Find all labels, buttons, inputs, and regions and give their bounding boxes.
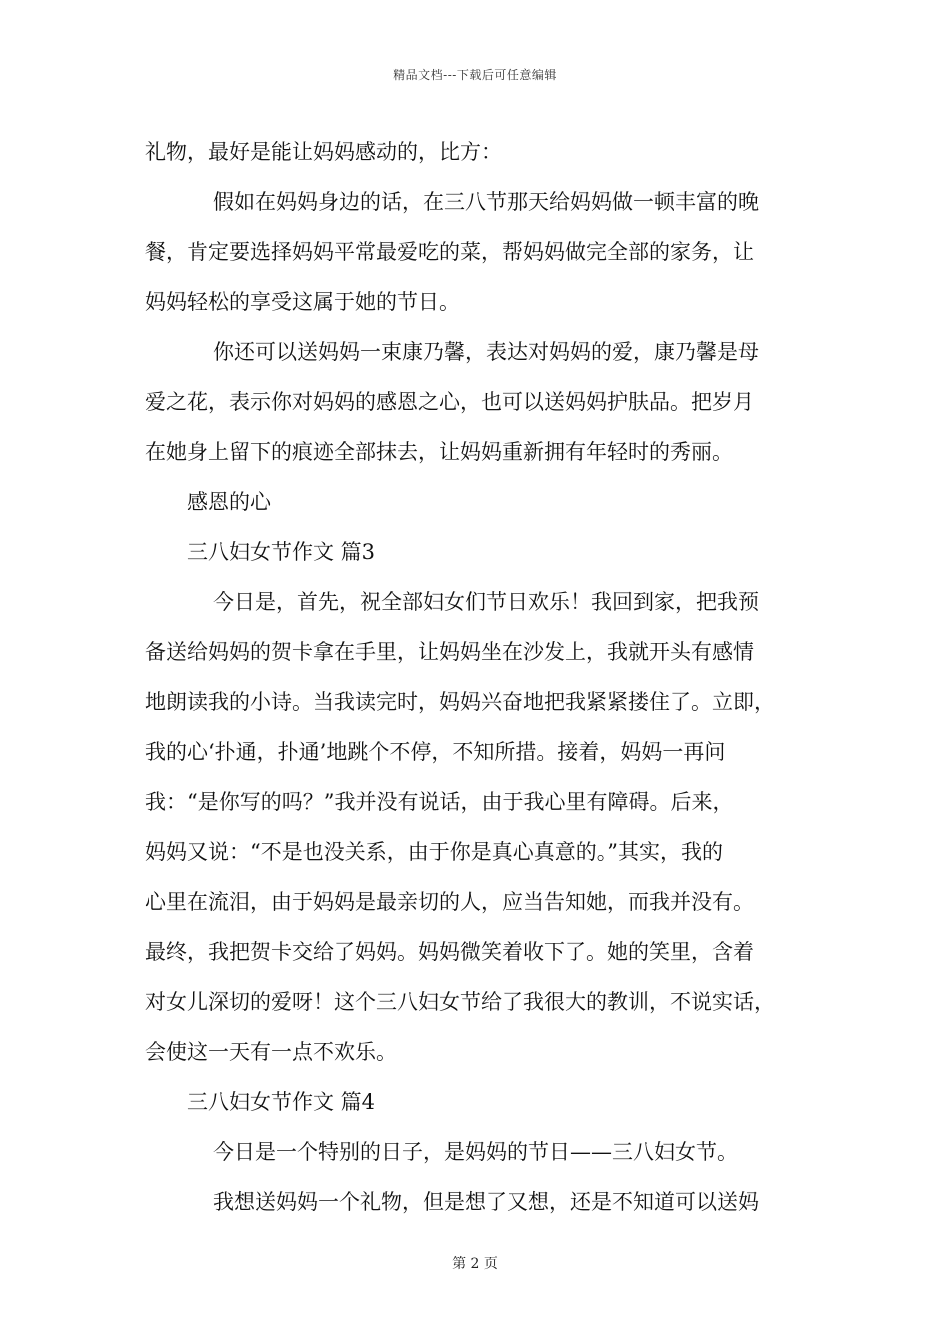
body-line: 妈妈轻松的享受这属于她的节日。 xyxy=(145,290,460,314)
section-heading: 三八妇女节作文 篇4 xyxy=(187,1090,376,1114)
paragraph-start-line: 假如在妈妈身边的话，在三八节那天给妈妈做一顿丰富的晚 xyxy=(213,190,759,214)
document-body xyxy=(145,132,825,1232)
body-line: 爱之花，表示你对妈妈的感恩之心，也可以送妈妈护肤品。把岁月 xyxy=(145,390,754,414)
paragraph-start-line: 今日是一个特别的日子，是妈妈的节日——三八妇女节。 xyxy=(213,1140,738,1164)
body-line: 我：“是你写的吗？”我并没有说话，由于我心里有障碍。后来， xyxy=(145,790,734,814)
body-line: 地朗读我的小诗。当我读完时，妈妈兴奋地把我紧紧搂住了。立即， xyxy=(145,690,775,714)
body-line: 会使这一天有一点不欢乐。 xyxy=(145,1040,397,1064)
body-line: 我的心‘扑通，扑通’地跳个不停，不知所措。接着，妈妈一再问 xyxy=(145,740,726,764)
body-line: 餐，肯定要选择妈妈平常最爱吃的菜，帮妈妈做完全部的家务，让 xyxy=(145,240,754,264)
body-line: 备送给妈妈的贺卡拿在手里，让妈妈坐在沙发上，我就开头有感情 xyxy=(145,640,754,664)
page-header: 精品文档---下载后可任意编辑 xyxy=(393,68,557,82)
body-line: 对女儿深切的爱呀！这个三八妇女节给了我很大的教训，不说实话， xyxy=(145,990,775,1014)
body-line: 礼物，最好是能让妈妈感动的，比方： xyxy=(145,140,502,164)
section-note: 感恩的心 xyxy=(187,490,271,514)
paragraph-start-line: 今日是，首先，祝全部妇女们节日欢乐！我回到家，把我预 xyxy=(213,590,759,614)
paragraph-start-line: 你还可以送妈妈一束康乃馨，表达对妈妈的爱，康乃馨是母 xyxy=(213,340,759,364)
page-number: 第 2 页 xyxy=(452,1256,498,1272)
body-line: 最终，我把贺卡交给了妈妈。妈妈微笑着收下了。她的笑里，含着 xyxy=(145,940,754,964)
section-heading: 三八妇女节作文 篇3 xyxy=(187,540,376,564)
body-line: 妈妈又说：“不是也没关系，由于你是真心真意的。”其实，我的 xyxy=(145,840,723,864)
paragraph-start-line: 我想送妈妈一个礼物，但是想了又想，还是不知道可以送妈 xyxy=(213,1190,759,1214)
body-line: 心里在流泪，由于妈妈是最亲切的人，应当告知她，而我并没有。 xyxy=(145,890,754,914)
body-line: 在她身上留下的痕迹全部抹去，让妈妈重新拥有年轻时的秀丽。 xyxy=(145,440,733,464)
